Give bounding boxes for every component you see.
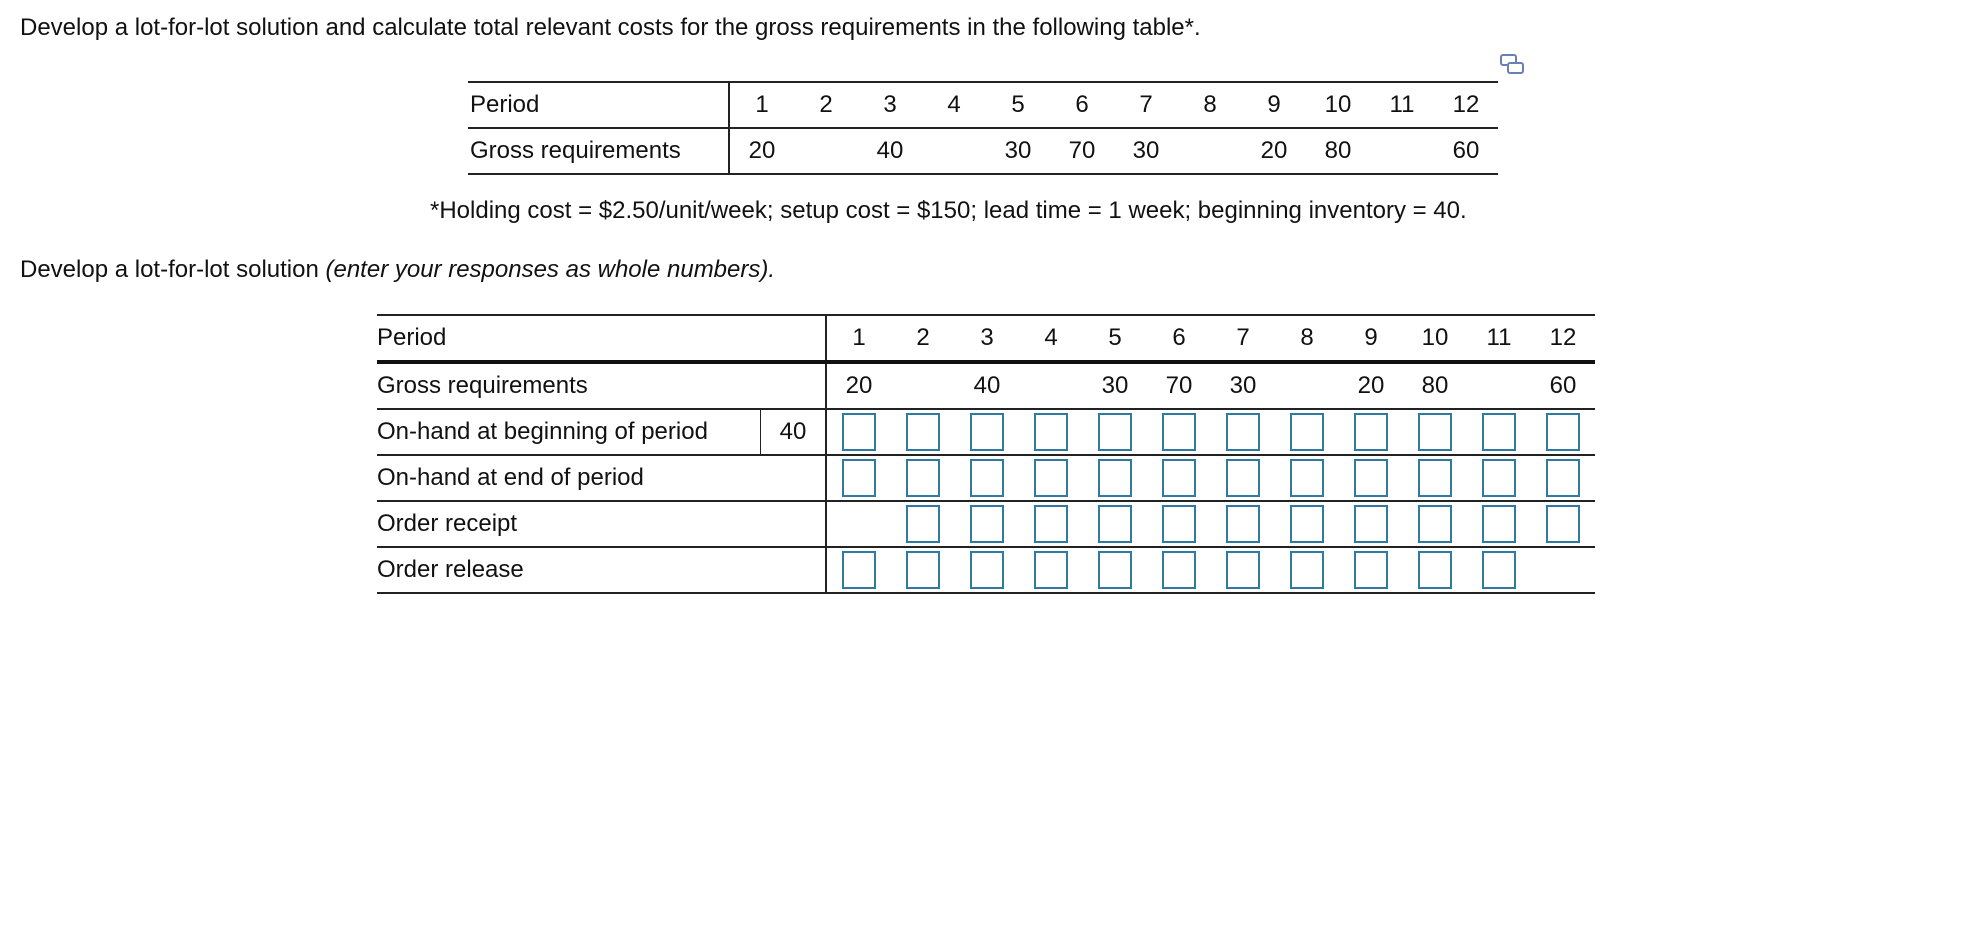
onhand-begin-input[interactable] <box>842 413 876 451</box>
onhand-begin-input[interactable] <box>1098 413 1132 451</box>
period-header: 4 <box>922 82 986 128</box>
gross-value: 20 <box>1339 362 1403 409</box>
table-row <box>377 362 1595 409</box>
onhand-end-input[interactable] <box>842 459 876 497</box>
onhand-begin-input[interactable] <box>1290 413 1324 451</box>
period-header: 3 <box>955 315 1019 362</box>
onhand-end-input[interactable] <box>1162 459 1196 497</box>
order-receipt-input[interactable] <box>1034 505 1068 543</box>
period-header: 8 <box>1178 82 1242 128</box>
gross-value <box>891 362 955 409</box>
order-receipt-input[interactable] <box>1226 505 1260 543</box>
gross-value: 40 <box>955 362 1019 409</box>
gross-value: 30 <box>1211 362 1275 409</box>
period-header: 4 <box>1019 315 1083 362</box>
period-header: 6 <box>1050 82 1114 128</box>
period-header: 11 <box>1370 82 1434 128</box>
onhand-end-input[interactable] <box>1290 459 1324 497</box>
table-row <box>468 82 1498 128</box>
empty-cell <box>826 501 891 547</box>
table-row <box>468 128 1498 174</box>
period-header: 5 <box>1083 315 1147 362</box>
order-receipt-input[interactable] <box>1162 505 1196 543</box>
gross-value: 60 <box>1531 362 1595 409</box>
onhand-end-input[interactable] <box>1354 459 1388 497</box>
period-header: 12 <box>1434 82 1498 128</box>
question-text: Develop a lot-for-lot solution and calculate total relevant costs for the gross requirements in the following table*. <box>20 14 1201 41</box>
cost-footnote: *Holding cost = $2.50/unit/week; setup cost = $150; lead time = 1 week; beginning inventory = 40. <box>430 197 1467 224</box>
onhand-begin-input[interactable] <box>1546 413 1580 451</box>
onhand-end-input[interactable] <box>906 459 940 497</box>
order-release-input[interactable] <box>1290 551 1324 589</box>
onhand-begin-input[interactable] <box>1418 413 1452 451</box>
order-release-input[interactable] <box>1482 551 1516 589</box>
empty-cell <box>1531 547 1595 593</box>
gross-value: 30 <box>986 128 1050 174</box>
order-receipt-label: Order receipt <box>377 501 826 547</box>
period-header: 2 <box>794 82 858 128</box>
gross-value: 20 <box>729 128 794 174</box>
order-receipt-input[interactable] <box>1098 505 1132 543</box>
order-release-input[interactable] <box>1354 551 1388 589</box>
given-requirements-table <box>468 81 1498 175</box>
order-receipt-input[interactable] <box>1354 505 1388 543</box>
onhand-end-input[interactable] <box>1226 459 1260 497</box>
period-header: 7 <box>1211 315 1275 362</box>
beginning-inventory-value: 40 <box>761 409 827 455</box>
instruction-italic: (enter your responses as whole numbers). <box>325 256 776 283</box>
period-label: Period <box>468 82 729 128</box>
order-release-input[interactable] <box>970 551 1004 589</box>
gross-value <box>1275 362 1339 409</box>
gross-value: 60 <box>1434 128 1498 174</box>
gross-value <box>1467 362 1531 409</box>
order-release-input[interactable] <box>1098 551 1132 589</box>
instruction-main: Develop a lot-for-lot solution <box>20 256 326 283</box>
period-header: 10 <box>1306 82 1370 128</box>
order-release-input[interactable] <box>1418 551 1452 589</box>
gross-value <box>1178 128 1242 174</box>
lot-for-lot-solution-table <box>377 314 1595 594</box>
onhand-end-input[interactable] <box>1418 459 1452 497</box>
onhand-end-input[interactable] <box>1482 459 1516 497</box>
onhand-end-input[interactable] <box>970 459 1004 497</box>
onhand-begin-input[interactable] <box>906 413 940 451</box>
order-receipt-input[interactable] <box>1290 505 1324 543</box>
order-receipt-input[interactable] <box>970 505 1004 543</box>
period-header: 3 <box>858 82 922 128</box>
onhand-begin-input[interactable] <box>1482 413 1516 451</box>
gross-value: 30 <box>1114 128 1178 174</box>
order-receipt-input[interactable] <box>1418 505 1452 543</box>
order-release-input[interactable] <box>842 551 876 589</box>
instruction-text <box>20 256 775 284</box>
onhand-end-input[interactable] <box>1098 459 1132 497</box>
table-row <box>377 547 1595 593</box>
onhand-begin-label: On-hand at beginning of period <box>377 409 761 455</box>
gross-value <box>1370 128 1434 174</box>
gross-value: 80 <box>1403 362 1467 409</box>
table-row <box>377 409 1595 455</box>
period-header: 1 <box>826 315 891 362</box>
gross-value: 20 <box>826 362 891 409</box>
period-header: 9 <box>1242 82 1306 128</box>
period-header: 5 <box>986 82 1050 128</box>
onhand-begin-input[interactable] <box>1162 413 1196 451</box>
onhand-end-input[interactable] <box>1546 459 1580 497</box>
order-release-input[interactable] <box>1226 551 1260 589</box>
onhand-begin-input[interactable] <box>1226 413 1260 451</box>
order-receipt-input[interactable] <box>906 505 940 543</box>
table-row <box>377 315 1595 362</box>
order-release-input[interactable] <box>1162 551 1196 589</box>
gross-value <box>794 128 858 174</box>
gross-value: 40 <box>858 128 922 174</box>
gross-value: 30 <box>1083 362 1147 409</box>
gross-value <box>922 128 986 174</box>
period-header: 11 <box>1467 315 1531 362</box>
order-release-label: Order release <box>377 547 826 593</box>
period-header: 9 <box>1339 315 1403 362</box>
gross-requirements-label: Gross requirements <box>377 362 826 409</box>
table-row <box>377 501 1595 547</box>
period-header: 7 <box>1114 82 1178 128</box>
period-header: 2 <box>891 315 955 362</box>
onhand-begin-input[interactable] <box>1034 413 1068 451</box>
period-label: Period <box>377 315 826 362</box>
table-row <box>377 455 1595 501</box>
gross-requirements-label: Gross requirements <box>468 128 729 174</box>
period-header: 12 <box>1531 315 1595 362</box>
onhand-end-label: On-hand at end of period <box>377 455 826 501</box>
order-release-input[interactable] <box>1034 551 1068 589</box>
onhand-end-input[interactable] <box>1034 459 1068 497</box>
onhand-begin-input[interactable] <box>1354 413 1388 451</box>
gross-value: 80 <box>1306 128 1370 174</box>
order-release-input[interactable] <box>906 551 940 589</box>
period-header: 8 <box>1275 315 1339 362</box>
onhand-begin-input[interactable] <box>970 413 1004 451</box>
gross-value <box>1019 362 1083 409</box>
period-header: 10 <box>1403 315 1467 362</box>
order-receipt-input[interactable] <box>1546 505 1580 543</box>
gross-value: 70 <box>1050 128 1114 174</box>
gross-value: 20 <box>1242 128 1306 174</box>
gross-value: 70 <box>1147 362 1211 409</box>
period-header: 6 <box>1147 315 1211 362</box>
copy-to-clipboard-icon[interactable] <box>1500 54 1526 76</box>
period-header: 1 <box>729 82 794 128</box>
order-receipt-input[interactable] <box>1482 505 1516 543</box>
